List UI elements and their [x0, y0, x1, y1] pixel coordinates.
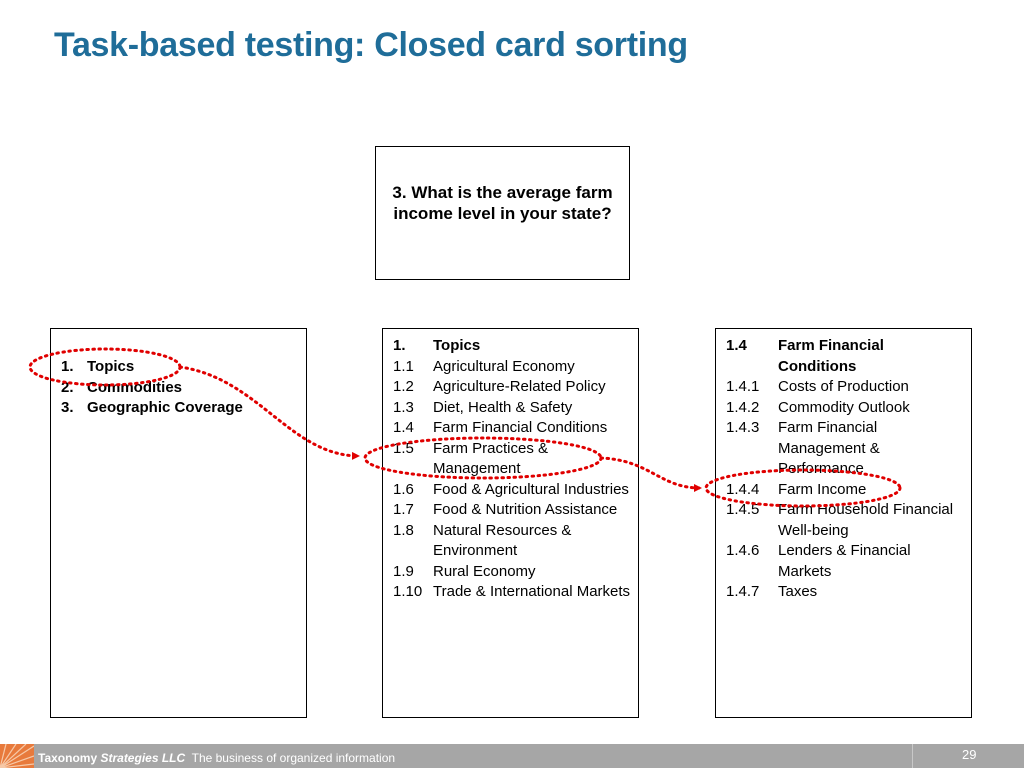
level2-item	[393, 398, 633, 419]
page-number: 29	[962, 747, 977, 762]
item-label: Farm Practices & Management	[433, 439, 549, 477]
item-number: 1.9	[393, 562, 414, 580]
item-label: Food & Agricultural Industries	[433, 480, 629, 498]
item-label: Farm Household Financial Well-being	[778, 501, 954, 539]
level2-item	[393, 377, 633, 398]
item-number: 1.	[61, 358, 74, 375]
footer-text	[38, 751, 395, 765]
item-number: 1.5	[393, 439, 414, 457]
item-label: Agriculture-Related Policy	[433, 378, 606, 395]
item-number: 1.4.5	[726, 501, 760, 518]
level2-item	[393, 562, 633, 583]
item-label: Topics	[433, 337, 481, 354]
level3-item	[726, 582, 958, 603]
level3-item	[726, 377, 958, 398]
level1-card	[50, 328, 307, 718]
footer-brand-a: Taxonomy	[38, 751, 98, 765]
level2-item	[393, 480, 633, 501]
item-label: Farm Financial Conditions	[778, 337, 884, 375]
footer-bar	[0, 744, 1024, 768]
item-number: 1.2	[393, 378, 414, 395]
level1-item	[61, 398, 243, 419]
level2-header	[393, 336, 633, 357]
level2-item	[393, 418, 633, 439]
level2-item	[393, 582, 633, 603]
item-number: 1.1	[393, 357, 414, 375]
item-label: Lenders & Financial Markets	[778, 542, 911, 580]
item-label: Farm Financial Management & Performance	[778, 419, 880, 477]
item-number: 1.	[393, 337, 406, 354]
task-card: 3. What is the average farm income level in your state?	[375, 146, 630, 280]
item-number: 1.10	[393, 583, 423, 600]
item-number: 1.3	[393, 398, 414, 416]
level2-item	[393, 439, 633, 480]
item-label: Agricultural Economy	[433, 357, 575, 375]
level3-card	[715, 328, 972, 718]
sunburst-logo-icon	[0, 744, 34, 768]
item-number: 1.4.4	[726, 480, 760, 498]
level2-item	[393, 521, 633, 562]
item-number: 1.6	[393, 480, 414, 498]
item-number: 1.4.2	[726, 398, 760, 416]
level3-item	[726, 418, 958, 480]
item-number: 3.	[61, 399, 74, 416]
item-number: 2.	[61, 378, 74, 396]
item-number: 1.4.6	[726, 542, 760, 559]
item-label: Food & Nutrition Assistance	[433, 501, 618, 518]
level1-item	[61, 378, 243, 399]
level1-list	[61, 357, 243, 419]
item-number: 1.4	[726, 337, 747, 354]
footer-brand-b: Strategies LLC	[100, 751, 186, 765]
item-label: Farm Financial Conditions	[433, 419, 608, 436]
level2-item	[393, 500, 633, 521]
level2-card	[382, 328, 639, 718]
item-label: Topics	[87, 358, 135, 375]
item-number: 1.4.3	[726, 419, 760, 436]
item-label: Taxes	[778, 583, 818, 600]
footer-tagline: The business of organized information	[191, 751, 396, 765]
level3-item	[726, 480, 958, 501]
item-label: Rural Economy	[433, 562, 536, 580]
level3-item	[726, 500, 958, 541]
item-number: 1.4.1	[726, 378, 760, 395]
item-label: Commodities	[87, 378, 183, 396]
item-number: 1.4.7	[726, 583, 760, 600]
level3-item	[726, 398, 958, 419]
slide-title: Task-based testing: Closed card sorting	[54, 26, 688, 64]
level1-item	[61, 357, 243, 378]
item-label: Costs of Production	[778, 378, 909, 395]
item-number: 1.4	[393, 419, 414, 436]
level2-list	[393, 336, 633, 603]
footer-divider	[912, 744, 913, 768]
item-label: Diet, Health & Safety	[433, 398, 573, 416]
level3-list	[726, 336, 958, 603]
item-label: Geographic Coverage	[87, 399, 243, 416]
level3-item	[726, 541, 958, 582]
item-label: Trade & International Markets	[433, 583, 631, 600]
level2-item	[393, 357, 633, 378]
item-number: 1.7	[393, 501, 414, 518]
level3-header	[726, 336, 958, 377]
item-label: Farm Income	[778, 480, 867, 498]
item-label: Natural Resources & Environment	[433, 521, 572, 559]
item-number: 1.8	[393, 521, 414, 539]
item-label: Commodity Outlook	[778, 398, 910, 416]
